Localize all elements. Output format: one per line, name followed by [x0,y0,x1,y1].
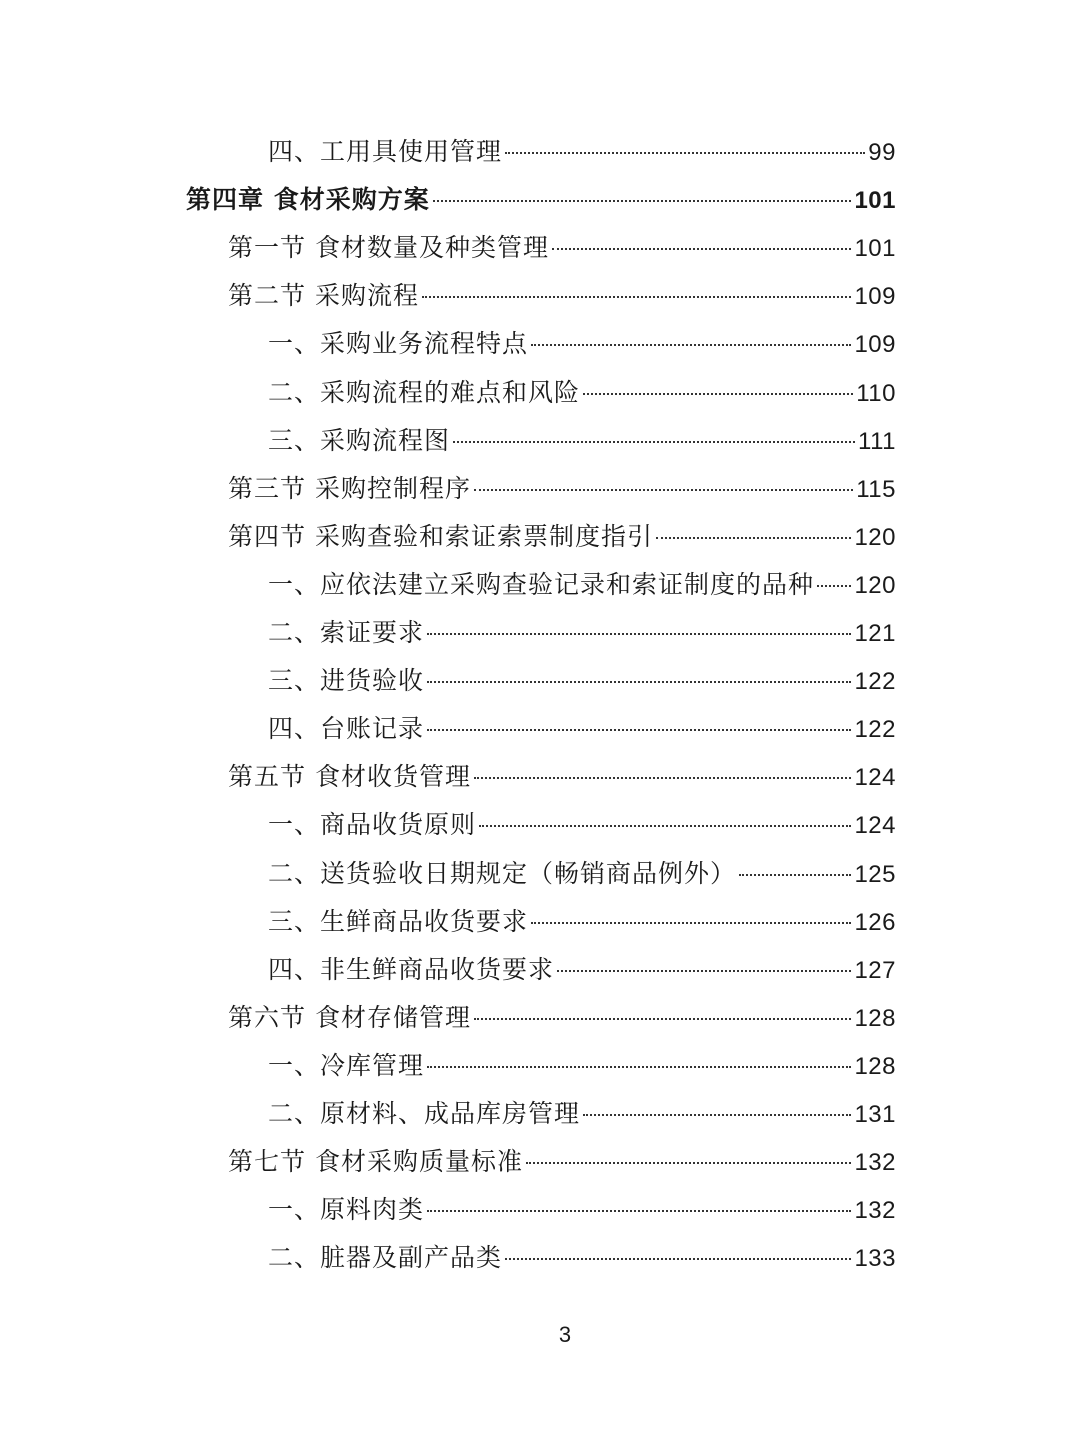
toc-leader-dots [427,633,851,635]
toc-entry-page: 128 [854,1052,896,1080]
toc-leader-dots [656,537,852,539]
toc-entry-page: 115 [856,475,896,503]
toc-entry[interactable] [268,1186,896,1234]
toc-leader-dots [427,681,851,683]
toc-entry-title: 四、工用具使用管理 [268,137,503,166]
toc-entry[interactable] [268,1042,896,1090]
toc-leader-dots [817,585,851,587]
toc-leader-dots [531,344,851,346]
toc-entry[interactable] [268,657,896,705]
toc-entry[interactable] [268,369,896,417]
toc-entry-page: 125 [854,860,896,888]
toc-entry[interactable] [268,898,896,946]
page-number: 3 [558,1322,572,1347]
toc-entry[interactable] [228,1138,896,1186]
toc-entry-title: 第七节 食材采购质量标准 [228,1147,523,1177]
toc-entry[interactable] [228,753,896,801]
toc-leader-dots [583,393,853,395]
toc-entry-page: 132 [854,1197,896,1225]
toc-entry-page: 121 [854,620,896,647]
toc-entry-page: 132 [854,1149,896,1177]
toc-entry[interactable] [228,224,896,272]
toc-entry-page: 131 [854,1101,896,1128]
toc-entry-page: 122 [854,668,896,696]
toc-leader-dots [433,200,852,202]
toc-entry-title: 二、采购流程的难点和风险 [268,377,581,407]
toc-entry-page: 101 [854,187,896,215]
toc-entry[interactable] [228,272,896,320]
toc-entry-title: 二、原材料、成品库房管理 [268,1099,581,1128]
toc-entry-title: 二、索证要求 [268,618,425,647]
toc-entry-page: 109 [854,331,896,359]
toc-entry-page: 101 [854,235,896,263]
toc-entry-page: 111 [858,427,896,455]
toc-leader-dots [531,922,851,924]
toc-entry-title: 四、台账记录 [268,714,425,744]
toc-entry-title: 第四节 采购查验和索证索票制度指引 [228,521,653,551]
toc-entry[interactable] [268,1234,896,1282]
toc-entry-page: 133 [854,1245,896,1273]
toc-entry[interactable] [268,946,896,994]
toc-leader-dots [739,874,851,876]
toc-leader-dots [474,777,852,779]
toc-entry[interactable] [228,994,896,1042]
toc-leader-dots [427,1210,851,1212]
toc-entry-title: 一、采购业务流程特点 [268,329,529,359]
toc-entry[interactable] [268,705,896,753]
toc-leader-dots [474,489,853,491]
toc-leader-dots [505,152,865,154]
toc-entry-title: 第四章 食材采购方案 [186,185,430,215]
toc-leader-dots [505,1258,851,1260]
toc-entry-title: 三、进货验收 [268,666,425,696]
toc-entry-page: 110 [856,379,896,407]
toc-entry-page: 120 [854,571,896,599]
toc-entry-title: 第二节 采购流程 [228,281,419,311]
toc-leader-dots [479,825,851,827]
toc-leader-dots [453,441,855,443]
toc-entry-title: 一、应依法建立采购查验记录和索证制度的品种 [268,569,815,599]
toc-entry[interactable] [228,465,896,513]
toc-entry[interactable] [186,176,896,224]
toc-entry-page: 99 [868,139,896,166]
toc-leader-dots [427,729,851,731]
toc-entry-page: 120 [854,523,896,551]
toc-entry-page: 109 [854,283,896,311]
toc-entry-title: 第三节 采购控制程序 [228,473,471,503]
toc-entry-page: 126 [854,908,896,936]
toc-leader-dots [557,970,851,972]
toc-entry[interactable] [268,320,896,368]
toc-entry-page: 127 [854,956,896,984]
toc-leader-dots [526,1162,852,1164]
toc-entry[interactable] [268,609,896,657]
toc-entry[interactable] [268,801,896,849]
toc-leader-dots [422,296,852,298]
toc-entry[interactable] [268,561,896,609]
toc-entry-title: 第五节 食材收货管理 [228,762,471,792]
toc-entry-page: 124 [854,764,896,792]
toc-entry[interactable] [268,417,896,465]
toc-entry[interactable] [228,513,896,561]
toc-entry-title: 二、脏器及副产品类 [268,1243,503,1273]
toc-entry-title: 四、非生鲜商品收货要求 [268,954,555,984]
toc-entry[interactable] [268,1090,896,1138]
toc-entry-title: 一、冷库管理 [268,1050,425,1080]
toc-entry-title: 二、送货验收日期规定（畅销商品例外） [268,858,737,888]
toc-entry-title: 三、生鲜商品收货要求 [268,906,529,936]
toc-entry-title: 一、原料肉类 [268,1195,425,1225]
toc-entry-page: 122 [854,716,896,744]
toc-entry[interactable] [268,128,896,176]
toc-entry-title: 一、商品收货原则 [268,810,477,840]
toc-leader-dots [427,1066,851,1068]
toc-leader-dots [552,248,852,250]
toc-entry[interactable] [268,850,896,898]
toc-entry-page: 128 [854,1004,896,1032]
toc-entry-title: 三、采购流程图 [268,425,451,455]
toc-entry-title: 第六节 食材存储管理 [228,1002,471,1032]
toc-leader-dots [474,1018,852,1020]
toc-leader-dots [583,1114,851,1116]
toc-entry-page: 124 [854,812,896,840]
toc-entry-title: 第一节 食材数量及种类管理 [228,233,549,263]
